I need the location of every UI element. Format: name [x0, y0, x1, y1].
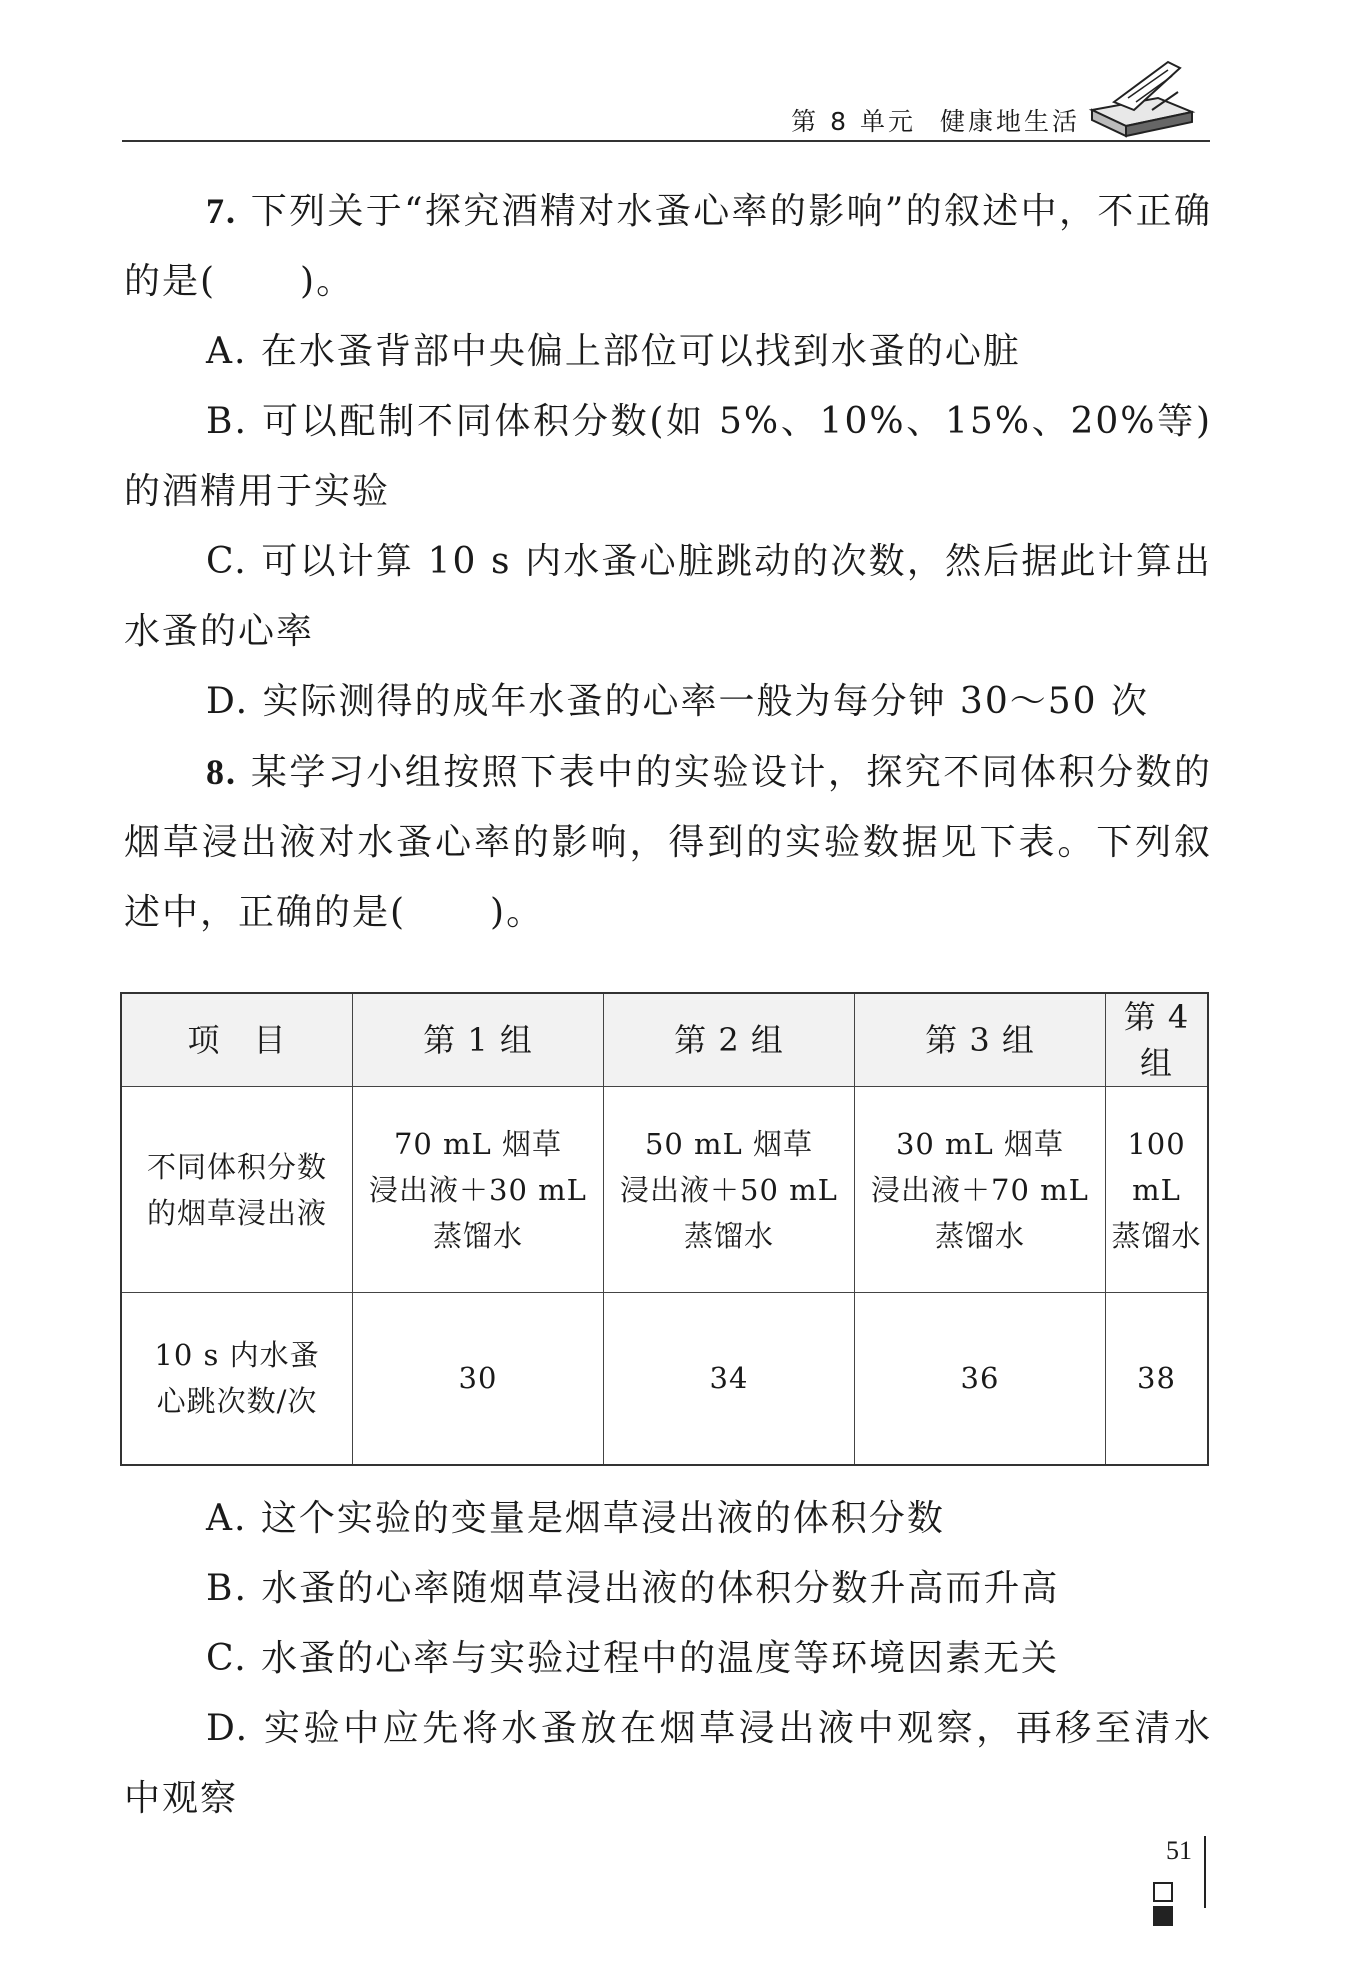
option-label: B. — [206, 1568, 248, 1609]
q7-option-b — [124, 387, 1212, 527]
option-text: 这个实验的变量是烟草浸出液的体积分数 — [260, 1498, 945, 1539]
square-filled-icon — [1153, 1906, 1173, 1926]
option-label: D. — [206, 681, 250, 722]
q8-option-b — [124, 1554, 1212, 1624]
option-text: 水蚤的心率随烟草浸出液的体积分数升高而升高 — [261, 1568, 1060, 1609]
table-cell: 38 — [1106, 1293, 1209, 1465]
cell-line: 70 mL 烟草 — [393, 1126, 563, 1161]
option-label: B. — [206, 401, 248, 442]
option-text: 水蚤的心率与实验过程中的温度等环境因素无关 — [261, 1638, 1060, 1679]
q7-option-c — [124, 527, 1212, 667]
square-outline-icon — [1153, 1882, 1173, 1902]
cell-line: 浸出液＋30 mL — [369, 1172, 587, 1207]
q8-stem — [124, 737, 1212, 948]
q8-option-d — [124, 1694, 1212, 1834]
option-label: D. — [206, 1708, 250, 1749]
experiment-table — [120, 992, 1209, 1466]
cell-line: 不同体积分数 — [146, 1149, 327, 1184]
cell-line: 蒸馏水 — [1111, 1218, 1202, 1253]
q7-stem-end: )。 — [300, 261, 355, 302]
option-text: 可以配制不同体积分数(如 5%、10%、15%、20%等)的酒精用于实验 — [124, 401, 1212, 512]
cell-line: 30 mL 烟草 — [895, 1126, 1065, 1161]
page-header — [122, 80, 1210, 142]
cell-line: 100 mL — [1127, 1126, 1186, 1207]
q8-stem-end: )。 — [490, 892, 545, 933]
table-cell: 34 — [604, 1293, 855, 1465]
header-unit: 第 8 单元 — [791, 107, 916, 136]
header-cell-group4: 第 4 组 — [1106, 993, 1209, 1087]
table-cell — [1106, 1087, 1209, 1293]
cell-line: 蒸馏水 — [683, 1218, 774, 1253]
question-7 — [124, 176, 1212, 948]
page-number: 51 — [1166, 1836, 1192, 1865]
q8-options — [124, 1484, 1212, 1834]
header-cell-group1: 第 1 组 — [353, 993, 604, 1087]
q8-stem-text: 某学习小组按照下表中的实验设计，探究不同体积分数的烟草浸出液对水蚤心率的影响，得到的实验数据见下表。下列叙述中，正确的是( — [124, 752, 1212, 933]
table-cell — [353, 1087, 604, 1293]
option-text: 可以计算 10 s 内水蚤心脏跳动的次数，然后据此计算出水蚤的心率 — [124, 541, 1212, 652]
q7-option-a — [124, 317, 1212, 387]
row-label-solution — [121, 1087, 353, 1293]
option-label: A. — [206, 331, 248, 372]
cell-line: 50 mL 烟草 — [644, 1126, 814, 1161]
cell-line: 浸出液＋50 mL — [620, 1172, 838, 1207]
page-mark-squares-icon — [1150, 1882, 1194, 1930]
q7-number: 7. — [206, 191, 237, 231]
q8-option-c — [124, 1624, 1212, 1694]
q7-stem-text: 下列关于“探究酒精对水蚤心率的影响”的叙述中，不正确的是( — [124, 191, 1212, 302]
header-text — [791, 102, 1080, 138]
cell-line: 浸出液＋70 mL — [871, 1172, 1089, 1207]
row-label-heartbeats — [121, 1293, 353, 1465]
q7-option-d — [124, 667, 1212, 737]
cell-line: 心跳次数/次 — [156, 1384, 318, 1419]
option-text: 实验中应先将水蚤放在烟草浸出液中观察，再移至清水中观察 — [124, 1708, 1212, 1819]
table-row — [121, 1087, 1208, 1293]
table-header-row — [121, 993, 1208, 1087]
option-text: 在水蚤背部中央偏上部位可以找到水蚤的心脏 — [260, 331, 1021, 372]
option-label: A. — [206, 1498, 248, 1539]
header-cell-group2: 第 2 组 — [604, 993, 855, 1087]
option-label: C. — [206, 1638, 248, 1679]
table-cell — [855, 1087, 1106, 1293]
table-row — [121, 1293, 1208, 1465]
page-footer — [1150, 1836, 1206, 1908]
header-title: 健康地生活 — [939, 107, 1080, 136]
table-cell: 30 — [353, 1293, 604, 1465]
cell-line: 10 s 内水蚤 — [154, 1338, 320, 1373]
cell-line: 蒸馏水 — [934, 1218, 1025, 1253]
q8-option-a — [124, 1484, 1212, 1554]
header-cell-group3: 第 3 组 — [855, 993, 1106, 1087]
option-label: C. — [206, 541, 248, 582]
option-text: 实际测得的成年水蚤的心率一般为每分钟 30～50 次 — [262, 681, 1149, 722]
table-cell: 36 — [855, 1293, 1106, 1465]
q8-number: 8. — [206, 752, 237, 792]
book-icon — [1088, 54, 1198, 138]
q7-stem — [124, 176, 1212, 317]
cell-line: 蒸馏水 — [432, 1218, 523, 1253]
header-cell-item: 项 目 — [121, 993, 353, 1087]
cell-line: 的烟草浸出液 — [146, 1195, 327, 1230]
table-cell — [604, 1087, 855, 1293]
page-divider — [1204, 1836, 1206, 1908]
